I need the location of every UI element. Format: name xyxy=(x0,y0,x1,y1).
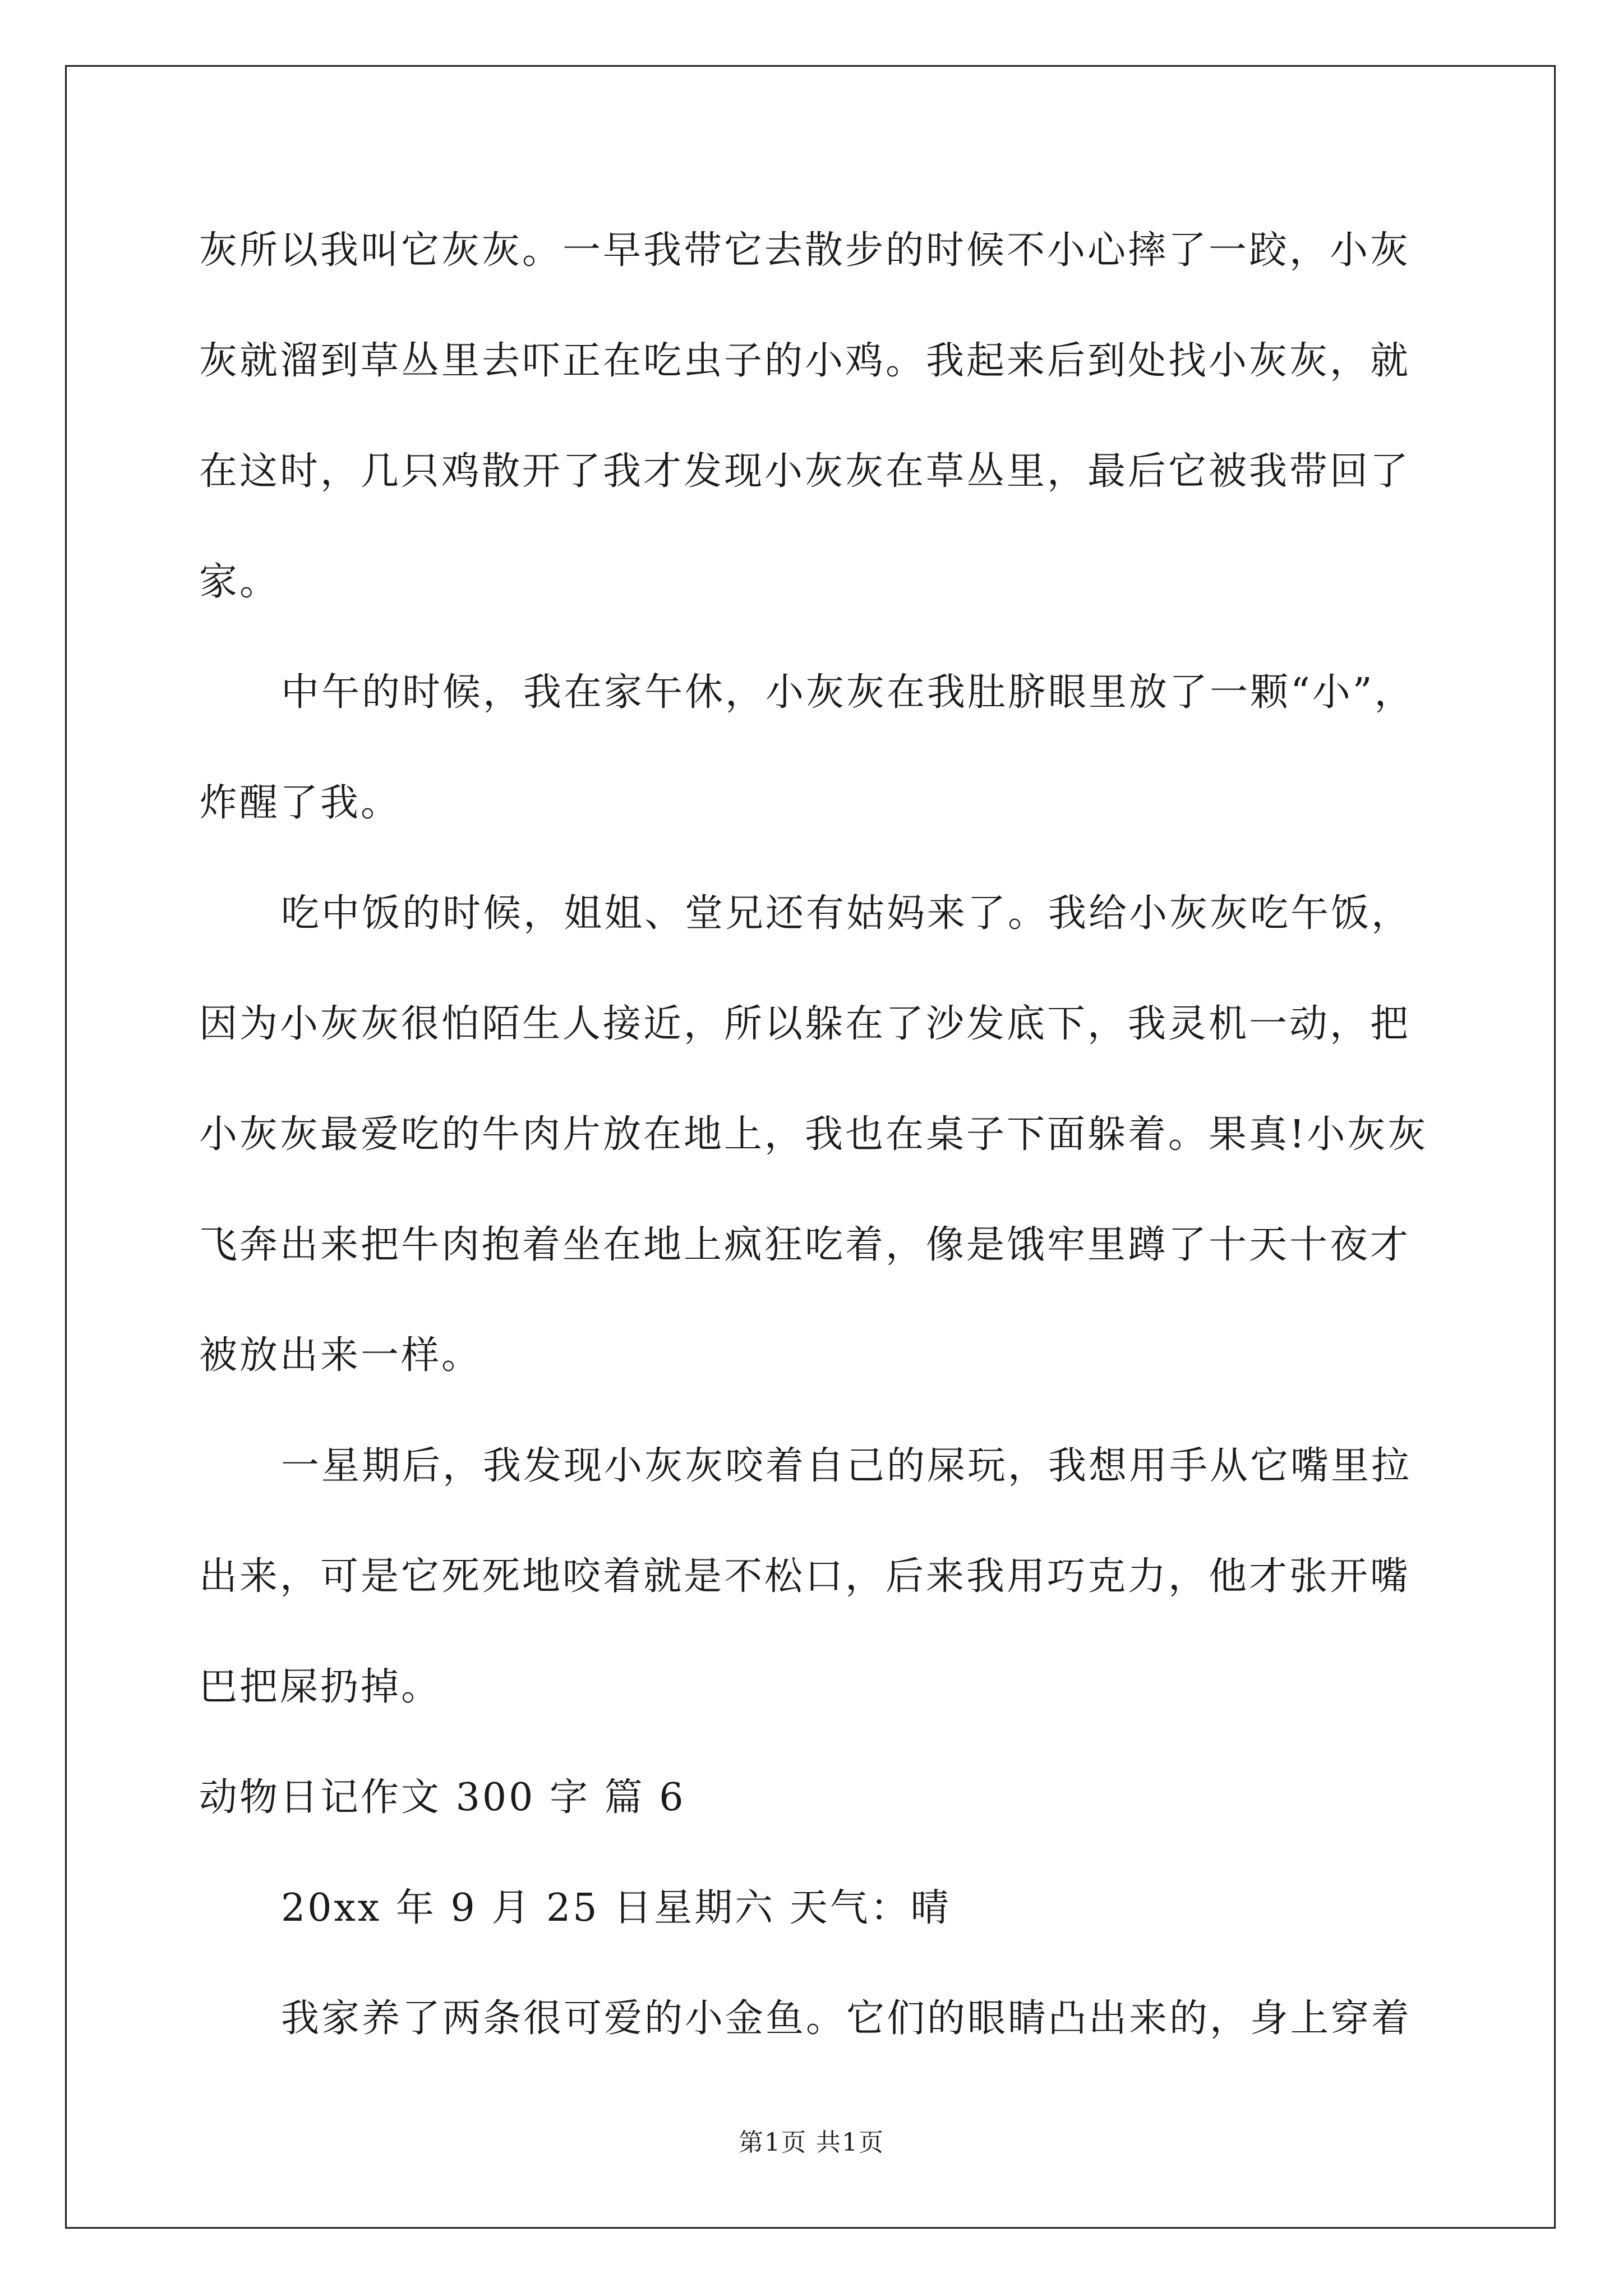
text-line: 巴把屎扔掉。 xyxy=(199,1665,442,1709)
paragraph-start-line: 中午的时候，我在家午休，小灰灰在我肚脐眼里放了一颗“小”， xyxy=(281,670,1415,715)
text-line: 飞奔出来把牛肉抱着坐在地上疯狂吃着，像是饿牢里蹲了十天十夜才 xyxy=(199,1223,1411,1267)
text-line: 因为小灰灰很怕陌生人接近，所以躲在了沙发底下，我灵机一动，把 xyxy=(199,1002,1411,1046)
text-line: 小灰灰最爱吃的牛肉片放在地上，我也在桌子下面躲着。果真!小灰灰 xyxy=(199,1112,1428,1157)
text-line: 炸醒了我。 xyxy=(199,781,402,825)
text-line: 灰所以我叫它灰灰。一早我带它去散步的时候不小心摔了一跤，小灰 xyxy=(199,228,1411,273)
paragraph-start-line: 吃中饭的时候，姐姐、堂兄还有姑妈来了。我给小灰灰吃午饭， xyxy=(281,891,1412,936)
text-line: 被放出来一样。 xyxy=(199,1333,482,1378)
text-line: 灰就溜到草丛里去吓正在吃虫子的小鸡。我起来后到处找小灰灰，就 xyxy=(199,339,1411,383)
section-heading: 动物日记作文 300 字 篇 6 xyxy=(199,1775,686,1820)
text-line: 出来，可是它死死地咬着就是不松口，后来我用巧克力，他才张开嘴 xyxy=(199,1554,1411,1599)
text-line: 在这时，几只鸡散开了我才发现小灰灰在草丛里，最后它被我带回了 xyxy=(199,449,1411,494)
paragraph-start-line: 我家养了两条很可爱的小金鱼。它们的眼睛凸出来的，身上穿着 xyxy=(281,1996,1412,2041)
text-line: 家。 xyxy=(199,560,280,604)
paragraph-start-line: 一星期后，我发现小灰灰咬着自己的屎玩，我想用手从它嘴里拉 xyxy=(281,1444,1412,1488)
diary-date-line: 20xx 年 9 月 25 日星期六 天气：晴 xyxy=(281,1886,951,1930)
page-footer: 第1页 共1页 xyxy=(739,2128,884,2157)
document-body xyxy=(199,209,1436,2087)
